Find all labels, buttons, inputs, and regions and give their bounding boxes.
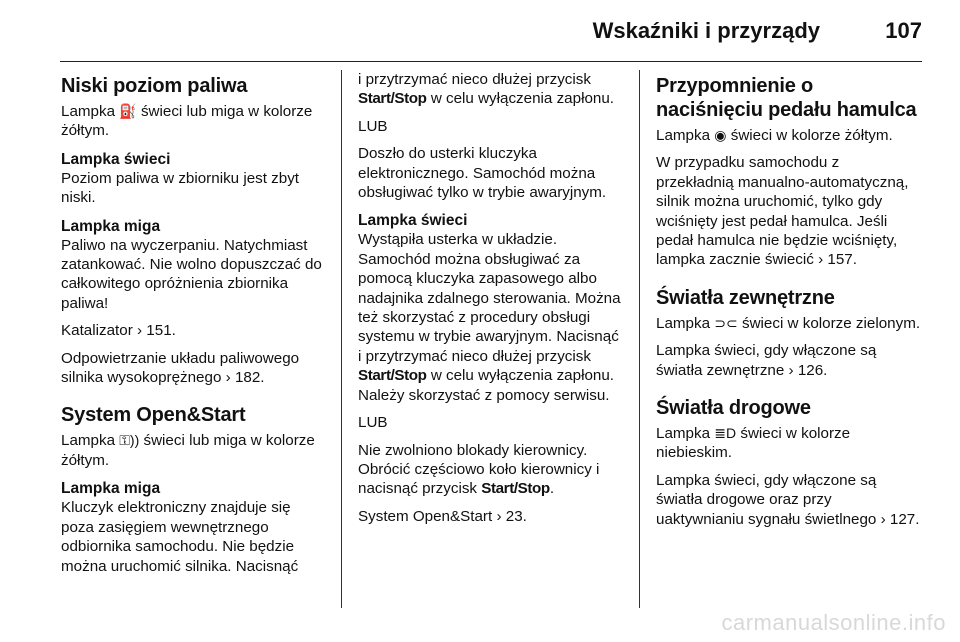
or-label: LUB — [358, 117, 388, 135]
page-ref-arrow-icon: › — [880, 510, 886, 528]
subheading: Lampka świeci — [61, 150, 171, 168]
paragraph: W przypadku samochodu z przekładnią manualno-automatyczną, silnik można uruchomić, tylko gdy wciśnięty jest pedał hamulca. Jeśli pedał hamulca nie będzie wciśnięty, lampka zacznie świecić › 157. — [656, 154, 909, 269]
column-1 — [61, 70, 326, 584]
column-divider — [639, 70, 640, 608]
paragraph: Lampka ⛽ świeci lub miga w kolorze żółtym. — [61, 103, 313, 140]
high-beam-icon: ≣D — [714, 425, 737, 442]
page-ref-arrow-icon: › — [788, 361, 794, 379]
paragraph: Kluczyk elektroniczny znajduje się poza zasięgiem wewnętrznego odbiornika samochodu. Nie będzie można uruchomić silnika. Nacisnąć — [61, 499, 299, 575]
paragraph: Lampka ⊃⊂ świeci w kolorze zielonym. — [656, 314, 921, 332]
section-title-exterior-lights: Światła zewnętrzne — [656, 286, 835, 309]
brake-pedal-icon: ◉ — [714, 127, 727, 143]
or-label: LUB — [358, 414, 388, 432]
subheading: Lampka świeci — [358, 212, 468, 230]
subheading: Lampka miga — [61, 217, 161, 235]
paragraph: Poziom paliwa w zbiorniku jest zbyt niski. — [61, 169, 300, 207]
side-lights-icon: ⊃⊂ — [714, 314, 738, 331]
paragraph: Nie zwolniono blokady kierownicy. Obrócić częściowo koło kierownicy i nacisnąć przycisk Start/Stop. — [358, 441, 600, 498]
paragraph: Paliwo na wyczerpaniu. Natychmiast zatankować. Nie wolno dopuszczać do całkowitego opróżnienia zbiornika paliwa! — [61, 236, 322, 312]
fuel-pump-icon: ⛽ — [119, 103, 137, 119]
page-header-title: Wskaźniki i przyrządy — [592, 18, 820, 43]
paragraph: Lampka świeci, gdy włączone są światła zewnętrzne › 126. — [656, 342, 877, 379]
section-title-low-fuel: Niski poziom paliwa — [61, 75, 248, 97]
paragraph: i przytrzymać nieco dłużej przycisk Start/Stop w celu wyłączenia zapłonu. — [358, 71, 615, 108]
key-signal-icon: ⚿)) — [119, 432, 140, 449]
page-ref-arrow-icon: › — [225, 369, 231, 387]
page-number: 107 — [885, 18, 922, 43]
paragraph: Doszło do usterki kluczyka elektronicznego. Samochód można obsługiwać tylko w trybie awaryjnym. — [358, 145, 607, 202]
column-2 — [358, 70, 623, 534]
section-title-open-start: System Open&Start — [61, 404, 246, 427]
paragraph: Lampka ≣D świeci w kolorze niebieskim. — [656, 425, 851, 462]
column-3 — [656, 70, 921, 537]
cross-reference: System Open&Start › 23. — [358, 507, 527, 525]
section-title-high-beam: Światła drogowe — [656, 397, 811, 420]
start-stop-label: Start/Stop — [358, 367, 427, 385]
page-ref-arrow-icon: › — [496, 507, 502, 525]
watermark: carmanualsonline.info — [721, 610, 946, 635]
start-stop-label: Start/Stop — [481, 480, 550, 498]
paragraph: Lampka ⚿)) świeci lub miga w kolorze żółtym. — [61, 432, 315, 469]
subheading: Lampka miga — [61, 480, 161, 498]
header-rule — [60, 61, 922, 62]
page-ref-arrow-icon: › — [137, 322, 143, 340]
column-divider — [341, 70, 342, 608]
paragraph: Wystąpiła usterka w układzie. Samochód można obsługiwać za pomocą kluczyka zapasowego albo nadajnika zdalnego sterowania. Można też skorzystać z procedury obsługi systemu w trybie awaryjnym. Nacisnąć i przytrzymać nieco dłużej przycisk Start/Stop w celu wyłączenia zapłonu. Należy skorzystać z pomocy serwisu. — [358, 231, 621, 404]
cross-reference: Katalizator › 151. — [61, 322, 176, 340]
paragraph: Lampka ◉ świeci w kolorze żółtym. — [656, 127, 893, 144]
paragraph: Lampka świeci, gdy włączone są światła drogowe oraz przy uaktywnianiu sygnału świetlnego › 127. — [656, 471, 920, 528]
section-title-brake-reminder: Przypomnienie o naciśnięciu pedału hamulca — [656, 75, 917, 121]
cross-reference: Odpowietrzanie układu paliwowego silnika wysokoprężnego › 182. — [61, 349, 300, 387]
page-ref-arrow-icon: › — [818, 251, 824, 269]
start-stop-label: Start/Stop — [358, 90, 427, 108]
